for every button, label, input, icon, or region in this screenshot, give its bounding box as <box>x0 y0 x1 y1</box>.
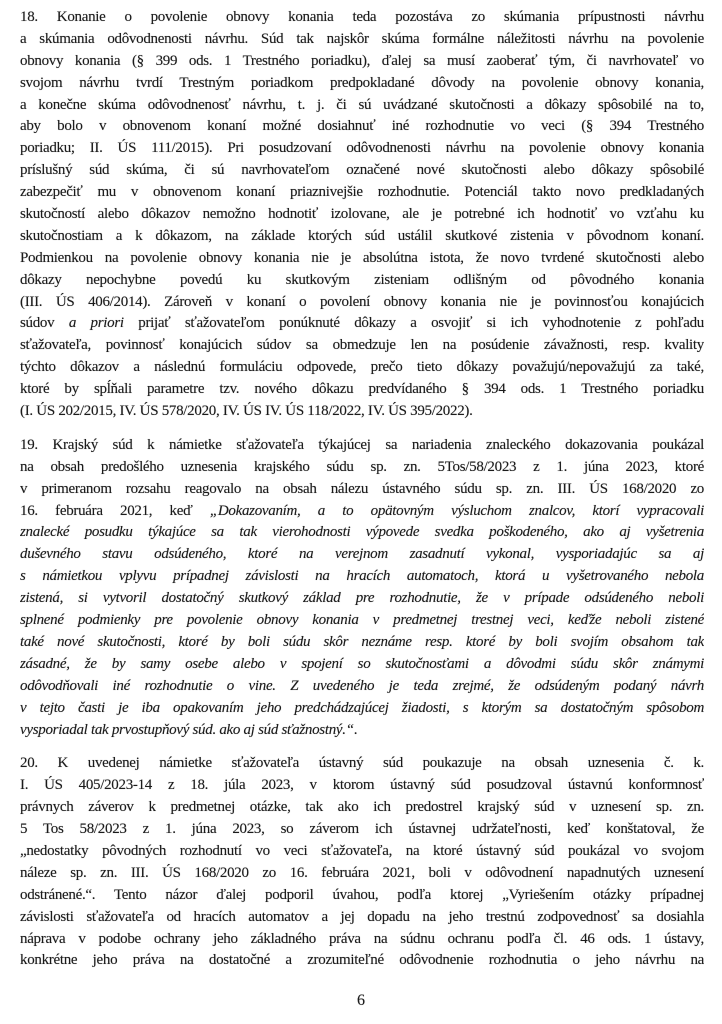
text-line <box>20 7 704 29</box>
text-line <box>20 863 704 885</box>
text-segment: . <box>353 721 358 738</box>
paragraph <box>20 7 704 423</box>
text-segment: súdov <box>20 315 69 332</box>
text-line <box>20 841 704 863</box>
paragraph <box>20 753 704 972</box>
text-line <box>20 182 704 204</box>
text-line <box>20 51 704 73</box>
text-line <box>20 501 704 523</box>
text-segment: zabezpečiť mu v obnovenom konaní priaznivejšie rozhodnutie. Potenciál takto novo predkladaných <box>20 184 704 201</box>
text-segment: a konečne skúma odôvodnenosť návrhu, t. j. či sú uvádzané skutočnosti a dôkazy spôsobilé na to, <box>20 96 704 113</box>
text-line <box>20 544 704 566</box>
text-segment: 19. Krajský súd k námietke sťažovateľa týkajúcej sa nariadenia znaleckého dokazovania poukázal <box>20 436 704 453</box>
text-line <box>20 379 704 401</box>
text-segment: skutočnostiam a k dôkazom, na základe ktorých súd ustálil skutkové zistenia v pôvodnom konaní. <box>20 227 704 244</box>
text-segment: poriadku; II. ÚS 111/2015). Pri posudzovaní odôvodnenosti návrhu na povolenie obnovy konania <box>20 140 704 157</box>
text-segment: konkrétne jeho práva na dostatočné a zrozumiteľné odôvodnenie rozhodnutia o jeho návrhu na <box>20 952 704 969</box>
text-segment: a priori <box>68 315 124 332</box>
text-line <box>20 401 704 423</box>
text-line <box>20 138 704 160</box>
text-line <box>20 226 704 248</box>
text-segment: týchto dôkazov a následnú formuláciu odpovede, prečo tieto dôkazy považujú/nepovažujú za také, <box>20 359 704 376</box>
text-line <box>20 885 704 907</box>
document-text <box>20 7 704 972</box>
text-segment: (III. ÚS 406/2014). Zároveň v konaní o povolení obnovy konania nie je povinnosťou konajúcich <box>20 293 704 310</box>
text-line <box>20 270 704 292</box>
text-line <box>20 160 704 182</box>
text-segment: 5 Tos 58/2023 z 1. júna 2023, so záverom ich ústavnej udržateľnosti, keď konštatoval, že <box>20 821 704 838</box>
text-line <box>20 588 704 610</box>
text-line <box>20 797 704 819</box>
text-line <box>20 698 704 720</box>
text-segment: „Dokazovaním, a to opätovným výsluchom znalcov, ktorí vypracovali <box>209 502 704 519</box>
text-segment: (I. ÚS 202/2015, IV. ÚS 578/2020, IV. ÚS IV. ÚS 118/2022, IV. ÚS 395/2022). <box>20 403 473 420</box>
text-segment: zistená, si vytvoril dostatočný skutkový základ pre rozhodnutie, že v prípade odsúdeného neboli <box>20 590 704 607</box>
text-segment: I. ÚS 405/2023-14 z 18. júla 2023, v ktorom ústavný súd posudzoval ústavnú konformnosť <box>20 777 704 794</box>
text-segment: svojom návrhu tvrdí Trestným poriadkom predpokladané dôvody na povolenie obnovy konania, <box>20 74 704 91</box>
text-line <box>20 632 704 654</box>
text-segment: znalecké posudku týkajúce sa tak vierohodnosti výpovede svedka poškodeného, ako aj vyšetrenia <box>20 524 704 541</box>
text-segment: splnené podmienky pre povolenie obnovy konania v predmetnej trestnej veci, keďže neboli zistené <box>20 612 704 629</box>
text-line <box>20 248 704 270</box>
paragraph <box>20 435 704 741</box>
text-line <box>20 720 704 742</box>
text-segment: v primeranom rozsahu reagovalo na obsah nálezu ústavného súdu sp. zn. III. ÚS 168/2020 zo <box>20 480 704 497</box>
text-segment: a skúmania odôvodnenosti návrhu. Súd tak najskôr skúma formálne náležitosti návrhu na povolenie <box>20 30 704 47</box>
text-line <box>20 116 704 138</box>
text-segment: 16. februára 2021, keď <box>20 502 210 519</box>
text-segment: odstránené.“. Tento názor ďalej podporil úvahou, podľa ktorej „Vyriešením otázky prípadnej <box>20 886 704 903</box>
text-line <box>20 479 704 501</box>
text-line <box>20 929 704 951</box>
text-line <box>20 29 704 51</box>
text-line <box>20 357 704 379</box>
text-line <box>20 566 704 588</box>
text-line <box>20 335 704 357</box>
page-number: 6 <box>357 992 365 1009</box>
text-segment: v tejto časti je iba opakovaním jeho predchádzajúcej žiadosti, s ktorým sa dostatočným spôsobom <box>20 699 704 716</box>
text-segment: zásadné, že by samy osebe alebo v spojení so skutočnosťami a dôvodmi súdu skôr známymi <box>20 655 704 672</box>
text-line <box>20 522 704 544</box>
text-line <box>20 457 704 479</box>
text-segment: s námietkou vplyvu prípadnej závislosti na hracích automatoch, ktorá u vyšetrovaného nebola <box>20 568 704 585</box>
text-line <box>20 775 704 797</box>
text-segment: vysporiadal tak prvostupňový súd. ako aj súd sťažnostný.“ <box>20 721 354 738</box>
text-line <box>20 753 704 775</box>
text-line <box>20 610 704 632</box>
text-segment: 18. Konanie o povolenie obnovy konania teda pozostáva zo skúmania prípustnosti návrhu <box>20 9 704 25</box>
text-segment: dôkazy nepochybne povedú ku skutkovým zisteniam odlišným od pôvodného konania <box>20 271 704 288</box>
text-segment: skutočností alebo dôkazov nemožno hodnotiť izolovane, ale je potrebné ich hodnotiť vo vzťahu ku <box>20 206 704 223</box>
text-segment: také nové skutočnosti, ktoré by boli súdu skôr neznáme resp. ktoré by boli svojím obsahom tak <box>20 633 704 650</box>
text-segment: obnovy konania (§ 399 ods. 1 Trestného poriadku), ďalej sa musí zaoberať tým, či navrhovateľ vo <box>20 52 704 69</box>
text-line <box>20 907 704 929</box>
text-line <box>20 204 704 226</box>
text-segment: Podmienkou na povolenie obnovy konania nie je absolútna istota, že novo tvrdené skutočnosti alebo <box>20 249 704 266</box>
text-segment: závislosti sťažovateľa od hracích automatov a jej dopadu na jeho trestnú zodpovednosť sa dosiahla <box>20 908 704 925</box>
text-segment: „nedostatky pôvodných rozhodnutí vo veci sťažovateľa, na ktoré ústavný súd poukázal vo svojom <box>20 842 704 859</box>
text-segment: právnych záverov k predmetnej otázke, tak ako ich predostrel krajský súd v uznesení sp. zn. <box>20 799 704 816</box>
text-segment: na obsah predošlého uznesenia krajského súdu sp. zn. 5Tos/58/2023 z 1. júna 2023, ktoré <box>20 458 704 475</box>
text-line <box>20 676 704 698</box>
text-line <box>20 654 704 676</box>
text-segment: aby bolo v obnovenom konaní možné dosiahnuť iné rozhodnutie vo veci (§ 394 Trestného <box>20 118 704 135</box>
text-line <box>20 73 704 95</box>
text-segment: sťažovateľa, povinnosť konajúcich súdov sa obmedzuje len na posúdenie závažnosti, resp. kvality <box>20 337 704 354</box>
text-segment: ktoré by spĺňali parametre tzv. nového dôkazu predvídaného § 394 ods. 1 Trestného poriadku <box>20 381 704 398</box>
text-line <box>20 435 704 457</box>
text-segment: príslušný súd skúma, či sú navrhovateľom označené nové skutočnosti alebo dôkazy spôsobilé <box>20 162 704 179</box>
text-segment: 20. K uvedenej námietke sťažovateľa ústavný súd poukazuje na obsah uznesenia č. k. <box>20 755 704 772</box>
text-line <box>20 292 704 314</box>
text-segment: duševného stavu odsúdeného, ktoré na verejnom zasadnutí vykonal, vysporiadajúc sa aj <box>20 546 704 563</box>
text-segment: prijať sťažovateľom ponúknuté dôkazy a osvojiť si ich vyhodnotenie z pohľadu <box>123 315 704 332</box>
text-segment: náleze sp. zn. III. ÚS 168/2020 zo 16. februára 2021, boli v odôvodnení napadnutých uznesení <box>20 864 704 881</box>
text-line <box>20 819 704 841</box>
text-segment: odôvodňovali iné rozhodnutie o vine. Z uvedeného je teda zrejmé, že odsúdeným podaný návrh <box>20 677 704 694</box>
text-line <box>20 313 704 335</box>
text-line <box>20 950 704 972</box>
text-segment: náprava v podobe ochrany jeho základného práva na súdnu ochranu podľa čl. 46 ods. 1 ústavy, <box>20 930 704 947</box>
text-line <box>20 95 704 117</box>
